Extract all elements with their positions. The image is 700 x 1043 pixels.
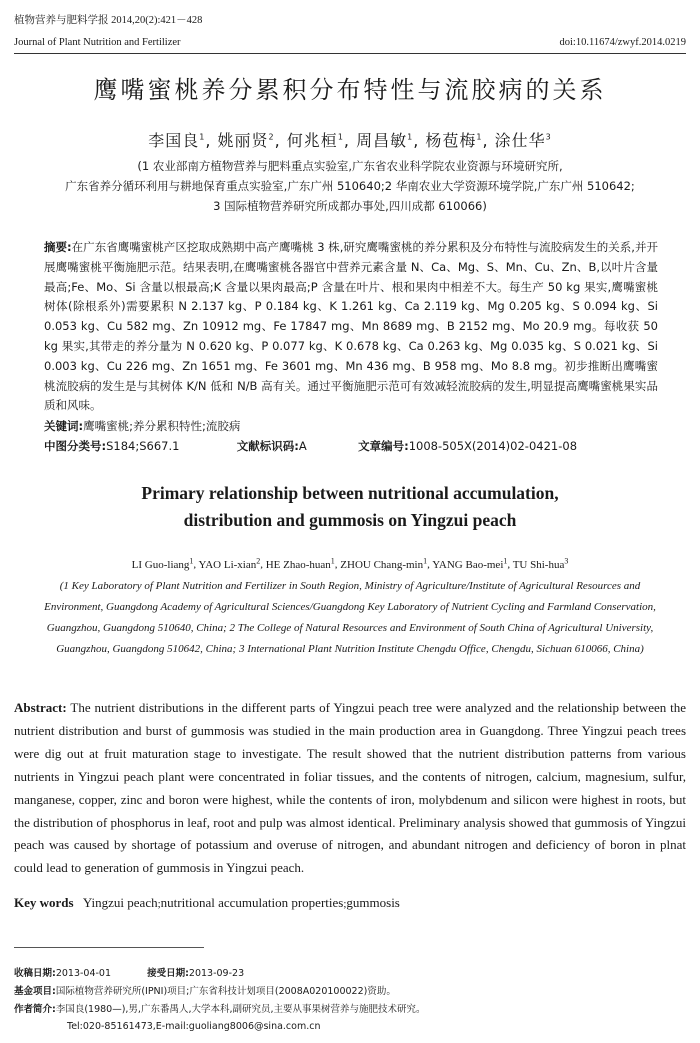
en-abstract-text: The nutrient distributions in the different parts of Yingzui peach tree were analyzed and the relationship between the nutrient distribution and burst of gummosis was studied in the main production area in Guangdong. Three Yingzui peach trees were dig out at fruit maturation stage to investigate. The result showed that the nutrient distribution patterns from various nutrients in Yingzui peach plant were concentrated in foliar tissues, and the contents of nitrogen, calcium, magnesium, sulfur, manganese, copper, zinc and boron were highest, while the contents of iron, molybdenum and silicon were highest in roots, but the distribution of phosphorus in leaf, root and pulp was almost identical. Preliminary analysis showed that gummosis of Yingzui peach was caused by shortage of potassium and overuse of nitrogen, and abundant nitrogen and deficiency of boron in plnat could lead to generation of gummosis in Yingzui peach. <box>14 700 687 876</box>
en-title-line: distribution and gummosis on Yingzui peach <box>183 510 517 530</box>
cn-abstract-text: 在广东省鹰嘴蜜桃产区挖取成熟期中高产鹰嘴桃 3 株,研究鹰嘴蜜桃的养分累积及分布特性与流胶病发生的关系,并开展鹰嘴蜜桃平衡施肥示范。结果表明,在鹰嘴蜜桃各器官中营养元素含量 N、Ca、Mg、S、Mn、Cu、Zn、B,以叶片含量最高;Fe、Mo、Si 含量以根最高;K 含量以果肉最高;P 含量在叶片、根和果肉中相差不大。每生产 50 kg 果实,鹰嘴蜜桃树体(除根系外)需要累积 N 2.137 kg、P 0.184 kg、K 1.261 kg、Ca 2.119 kg、Mg 0.205 kg、S 0.094 kg、Si 0.053 kg、Cu 582 mg、Zn 10912 mg、Fe 17847 mg、Mn 8689 mg、B 2152 mg、Mo 20.9 mg。每收获 50 kg 果实,其带走的养分量为 N 0.620 kg、P 0.077 kg、K 0.678 kg、Ca 0.263 kg、Mg 0.035 kg、S 0.021 kg、Si 0.003 kg、Cu 226 mg、Zn 1651 mg、Fe 3601 mg、Mn 436 mg、B 958 mg、Mo 8.8 mg。初步推断出鹰嘴蜜桃流胶病的发生是与其树体 K/N 低和 N/B 高有关。通过平衡施肥示范可有效减轻流胶病的发生,明显提高鹰嘴蜜桃果实品质和风味。 <box>44 240 658 413</box>
cn-author: 杨苞梅$^1$ <box>425 131 483 150</box>
cn-authors: 李国良$^1$, 姚丽贤$^2$, 何兆桓$^1$, 周昌敏$^1$, 杨苞梅$^1$, 涂仕华$^3$ <box>148 131 552 150</box>
en-author: YANG Bao-mei$^1$ <box>432 556 508 571</box>
author-footnote: 作者简介:李国良(1980—),男,广东番禺人,大学本科,副研究员,主要从事果树营养与施肥技术研究。 <box>14 1004 426 1015</box>
cn-abstract-label: 摘要: <box>44 240 72 254</box>
en-author: LI Guo-liang$^1$ <box>131 556 194 571</box>
en-keywords: Key words Yingzui peach;nutritional accumulation properties;gummosis <box>14 895 400 910</box>
en-authors: LI Guo-liang$^1$, YAO Li-xian$^2$, HE Zhao-huan$^1$, ZHOU Chang-$\min^1$, YANG Bao-mei$^1$, TU Shi-hua$^3$ <box>131 556 569 571</box>
clc-number: 中图分类号:S184;S667.1 <box>44 439 180 453</box>
cn-affiliation-line: 3 国际植物营养研究所成都办事处,四川成都 610066) <box>213 199 487 213</box>
article-number: 文章编号:1008-505X(2014)02-0421-08 <box>358 439 578 453</box>
footnote-rule <box>14 947 204 948</box>
cn-classification <box>44 438 658 454</box>
en-affiliations: (1 Key Laboratory of Plant Nutrition and Fertilizer in South Region, Ministry of Agriculture/Institute of Agricultural Resources and Environment, Guangdong Academy of Agricultural Sciences/Guangdong Key Laboratory of Nutrient Cycling and Farmland Conservation, Guangzhou, Guangdong 510640, China; 2 The College of Natural Resources and Environment of South China of Agricultural University, Guangzhou, Guangdong 510642, China; 3 International Plant Nutrition Institute Chengdu Office, Chengdu, Sichuan 610066, China) <box>44 580 656 655</box>
header-rule <box>14 53 686 54</box>
en-author: ZHOU Chang-$\min^1$ <box>340 556 428 571</box>
cn-author: 何兆桓$^1$ <box>286 131 344 150</box>
cn-author: 李国良$^1$ <box>148 131 206 150</box>
en-author: YAO Li-xian$^2$ <box>198 556 261 571</box>
doi[interactable]: doi:10.11674/zwyf.2014.0219 <box>559 37 686 48</box>
dates-footnote: 收稿日期:2013-04-01 接受日期:2013-09-23 <box>14 968 245 979</box>
en-title-line: Primary relationship between nutritional accumulation, <box>141 483 559 503</box>
en-abstract <box>14 697 686 880</box>
cn-author: 周昌敏$^1$ <box>356 131 414 150</box>
journal-name-en: Journal of Plant Nutrition and Fertilizer <box>14 37 181 48</box>
cn-author: 姚丽贤$^2$ <box>217 131 275 150</box>
contact-footnote[interactable]: Tel:020-85161473,E-mail:guoliang8006@sina.com.cn <box>67 1021 321 1032</box>
en-abstract-label: Abstract: <box>14 700 67 715</box>
cn-author: 涂仕华$^3$ <box>494 131 552 150</box>
cn-title: 鹰嘴蜜桃养分累积分布特性与流胶病的关系 <box>93 76 607 104</box>
journal-citation-cn: 植物营养与肥料学报 2014,20(2):421－428 <box>14 15 203 26</box>
cn-affiliation-line: (1 农业部南方植物营养与肥料重点实验室,广东省农业科学院农业资源与环境研究所, <box>137 159 563 173</box>
en-author: HE Zhao-huan$^1$ <box>265 556 335 571</box>
cn-keywords: 关键词:鹰嘴蜜桃;养分累积特性;流胶病 <box>44 419 241 433</box>
cn-affiliation-line: 广东省养分循环利用与耕地保育重点实验室,广东广州 510640;2 华南农业大学资源环境学院,广东广州 510642; <box>65 179 635 193</box>
en-author: TU Shi-hua$^3$ <box>512 556 569 571</box>
document-code: 文献标识码:A <box>236 439 307 453</box>
funding-footnote: 基金项目:国际植物营养研究所(IPNI)项目;广东省科技计划项目(2008A020100022)资助。 <box>14 986 396 997</box>
cn-abstract <box>44 238 658 416</box>
